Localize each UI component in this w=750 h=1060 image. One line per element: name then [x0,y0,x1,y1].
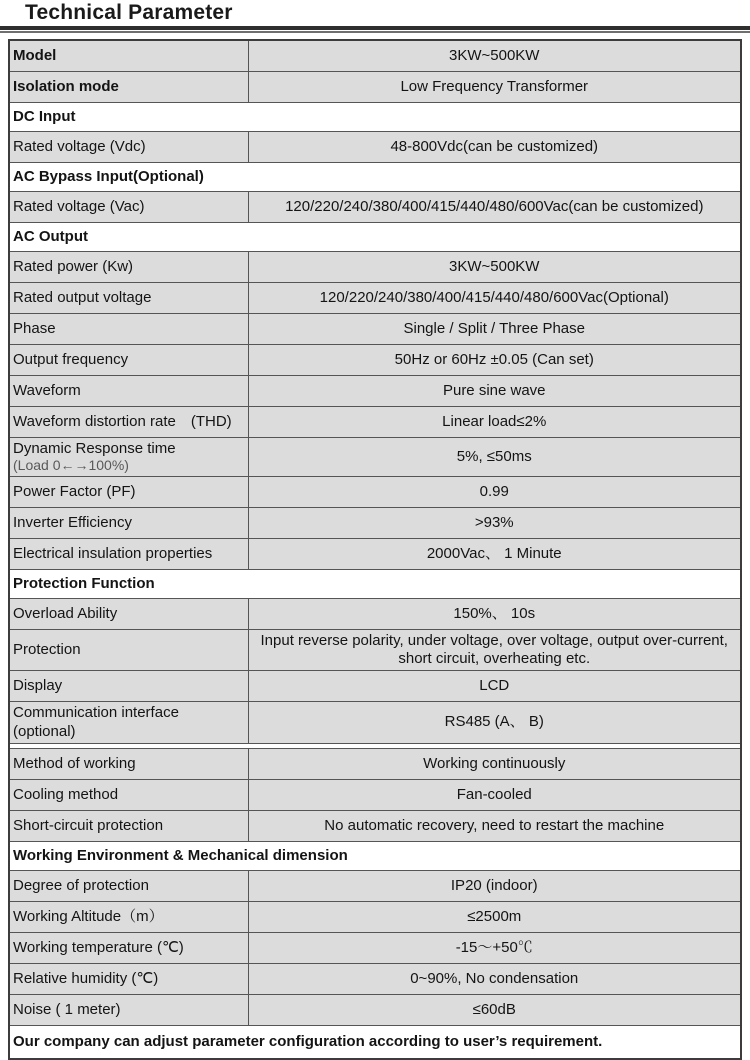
table-row [9,132,741,163]
table-row [9,932,741,963]
param-value-cell: >93% [248,507,741,538]
param-value-cell: ≤60dB [248,994,741,1025]
param-label-cell: Working Altitude（m） [9,901,248,932]
section-row [9,841,741,870]
table-row [9,994,741,1025]
param-value-cell: 0~90%, No condensation [248,963,741,994]
param-label-cell: Output frequency [9,345,248,376]
section-header-cell: AC Bypass Input(Optional) [9,163,741,192]
param-label-cell: Electrical insulation properties [9,538,248,569]
section-row [9,163,741,192]
table-row [9,476,741,507]
param-value-cell: RS485 (A、 B) [248,702,741,744]
table-row [9,538,741,569]
table-row [9,40,741,72]
section-row [9,569,741,598]
param-label-cell: Power Factor (PF) [9,476,248,507]
param-value-cell: 3KW~500KW [248,40,741,72]
note-cell: Our company can adjust parameter configuration according to user’s requirement. [9,1025,741,1059]
param-value-cell: Low Frequency Transformer [248,72,741,103]
section-header-cell: Protection Function [9,569,741,598]
table-row [9,192,741,223]
param-value-cell: Single / Split / Three Phase [248,314,741,345]
param-label-cell: Inverter Efficiency [9,507,248,538]
section-row [9,223,741,252]
param-label-cell: Protection [9,629,248,671]
param-label-cell: Rated power (Kw) [9,252,248,283]
page-title: Technical Parameter [25,1,233,24]
section-header-cell: AC Output [9,223,741,252]
param-label-cell: Isolation mode [9,72,248,103]
table-row [9,314,741,345]
table-row [9,671,741,702]
table-row [9,345,741,376]
param-value-cell: Linear load≤2% [248,407,741,438]
param-label-subtext: (Load 0←→100%) [13,457,129,474]
param-value-cell: 3KW~500KW [248,252,741,283]
table-row [9,629,741,671]
param-label-cell: Rated voltage (Vac) [9,192,248,223]
param-label-cell: Waveform [9,376,248,407]
param-label-cell: Degree of protection [9,870,248,901]
param-label-cell: Short-circuit protection [9,810,248,841]
table-row [9,702,741,744]
table-row [9,438,741,477]
table-row [9,598,741,629]
param-label-cell: Display [9,671,248,702]
param-label-cell: Working temperature (℃) [9,932,248,963]
param-label-cell: Communication interface (optional) [9,702,248,744]
param-label-cell: Phase [9,314,248,345]
param-label-cell: Method of working [9,748,248,779]
section-header-cell: DC Input [9,103,741,132]
param-value-cell: 0.99 [248,476,741,507]
param-value-cell: 120/220/240/380/400/415/440/480/600Vac(can be customized) [248,192,741,223]
table-row [9,72,741,103]
param-value-cell: IP20 (indoor) [248,870,741,901]
note-row [9,1025,741,1059]
section-row [9,103,741,132]
param-value-cell: 50Hz or 60Hz ±0.05 (Can set) [248,345,741,376]
table-row [9,252,741,283]
table-row [9,810,741,841]
table-row [9,901,741,932]
param-value-cell: ≤2500m [248,901,741,932]
param-value-cell: 120/220/240/380/400/415/440/480/600Vac(Optional) [248,283,741,314]
table-row [9,376,741,407]
param-label-cell: Noise ( 1 meter) [9,994,248,1025]
table-row [9,748,741,779]
param-label-cell: Rated voltage (Vdc) [9,132,248,163]
param-label-cell: Model [9,40,248,72]
param-value-cell: Working continuously [248,748,741,779]
param-label-cell: Waveform distortion rate (THD) [9,407,248,438]
param-value-cell: -15～+50℃ [248,932,741,963]
param-value-cell: Pure sine wave [248,376,741,407]
table-row [9,870,741,901]
technical-parameter-table [8,39,742,1060]
param-value-cell: No automatic recovery, need to restart the machine [248,810,741,841]
param-label-cell: Overload Ability [9,598,248,629]
table-row [9,283,741,314]
table-row [9,779,741,810]
param-value-cell: Input reverse polarity, under voltage, over voltage, output over-current, short circuit, overheating etc. [248,629,741,671]
param-label-cell: Cooling method [9,779,248,810]
param-label-cell: Relative humidity (℃) [9,963,248,994]
param-label-cell: Rated output voltage [9,283,248,314]
title-divider [0,25,750,34]
param-value-cell: 48-800Vdc(can be customized) [248,132,741,163]
table-row [9,507,741,538]
section-header-cell: Working Environment & Mechanical dimension [9,841,741,870]
table-row [9,407,741,438]
param-label-cell: Dynamic Response time (Load 0←→100%) [9,438,248,477]
param-value-cell: 2000Vac、 1 Minute [248,538,741,569]
param-value-cell: 5%, ≤50ms [248,438,741,477]
parameter-table-body [9,40,741,1059]
param-value-cell: LCD [248,671,741,702]
param-value-cell: 150%、 10s [248,598,741,629]
table-row [9,963,741,994]
param-value-cell: Fan-cooled [248,779,741,810]
